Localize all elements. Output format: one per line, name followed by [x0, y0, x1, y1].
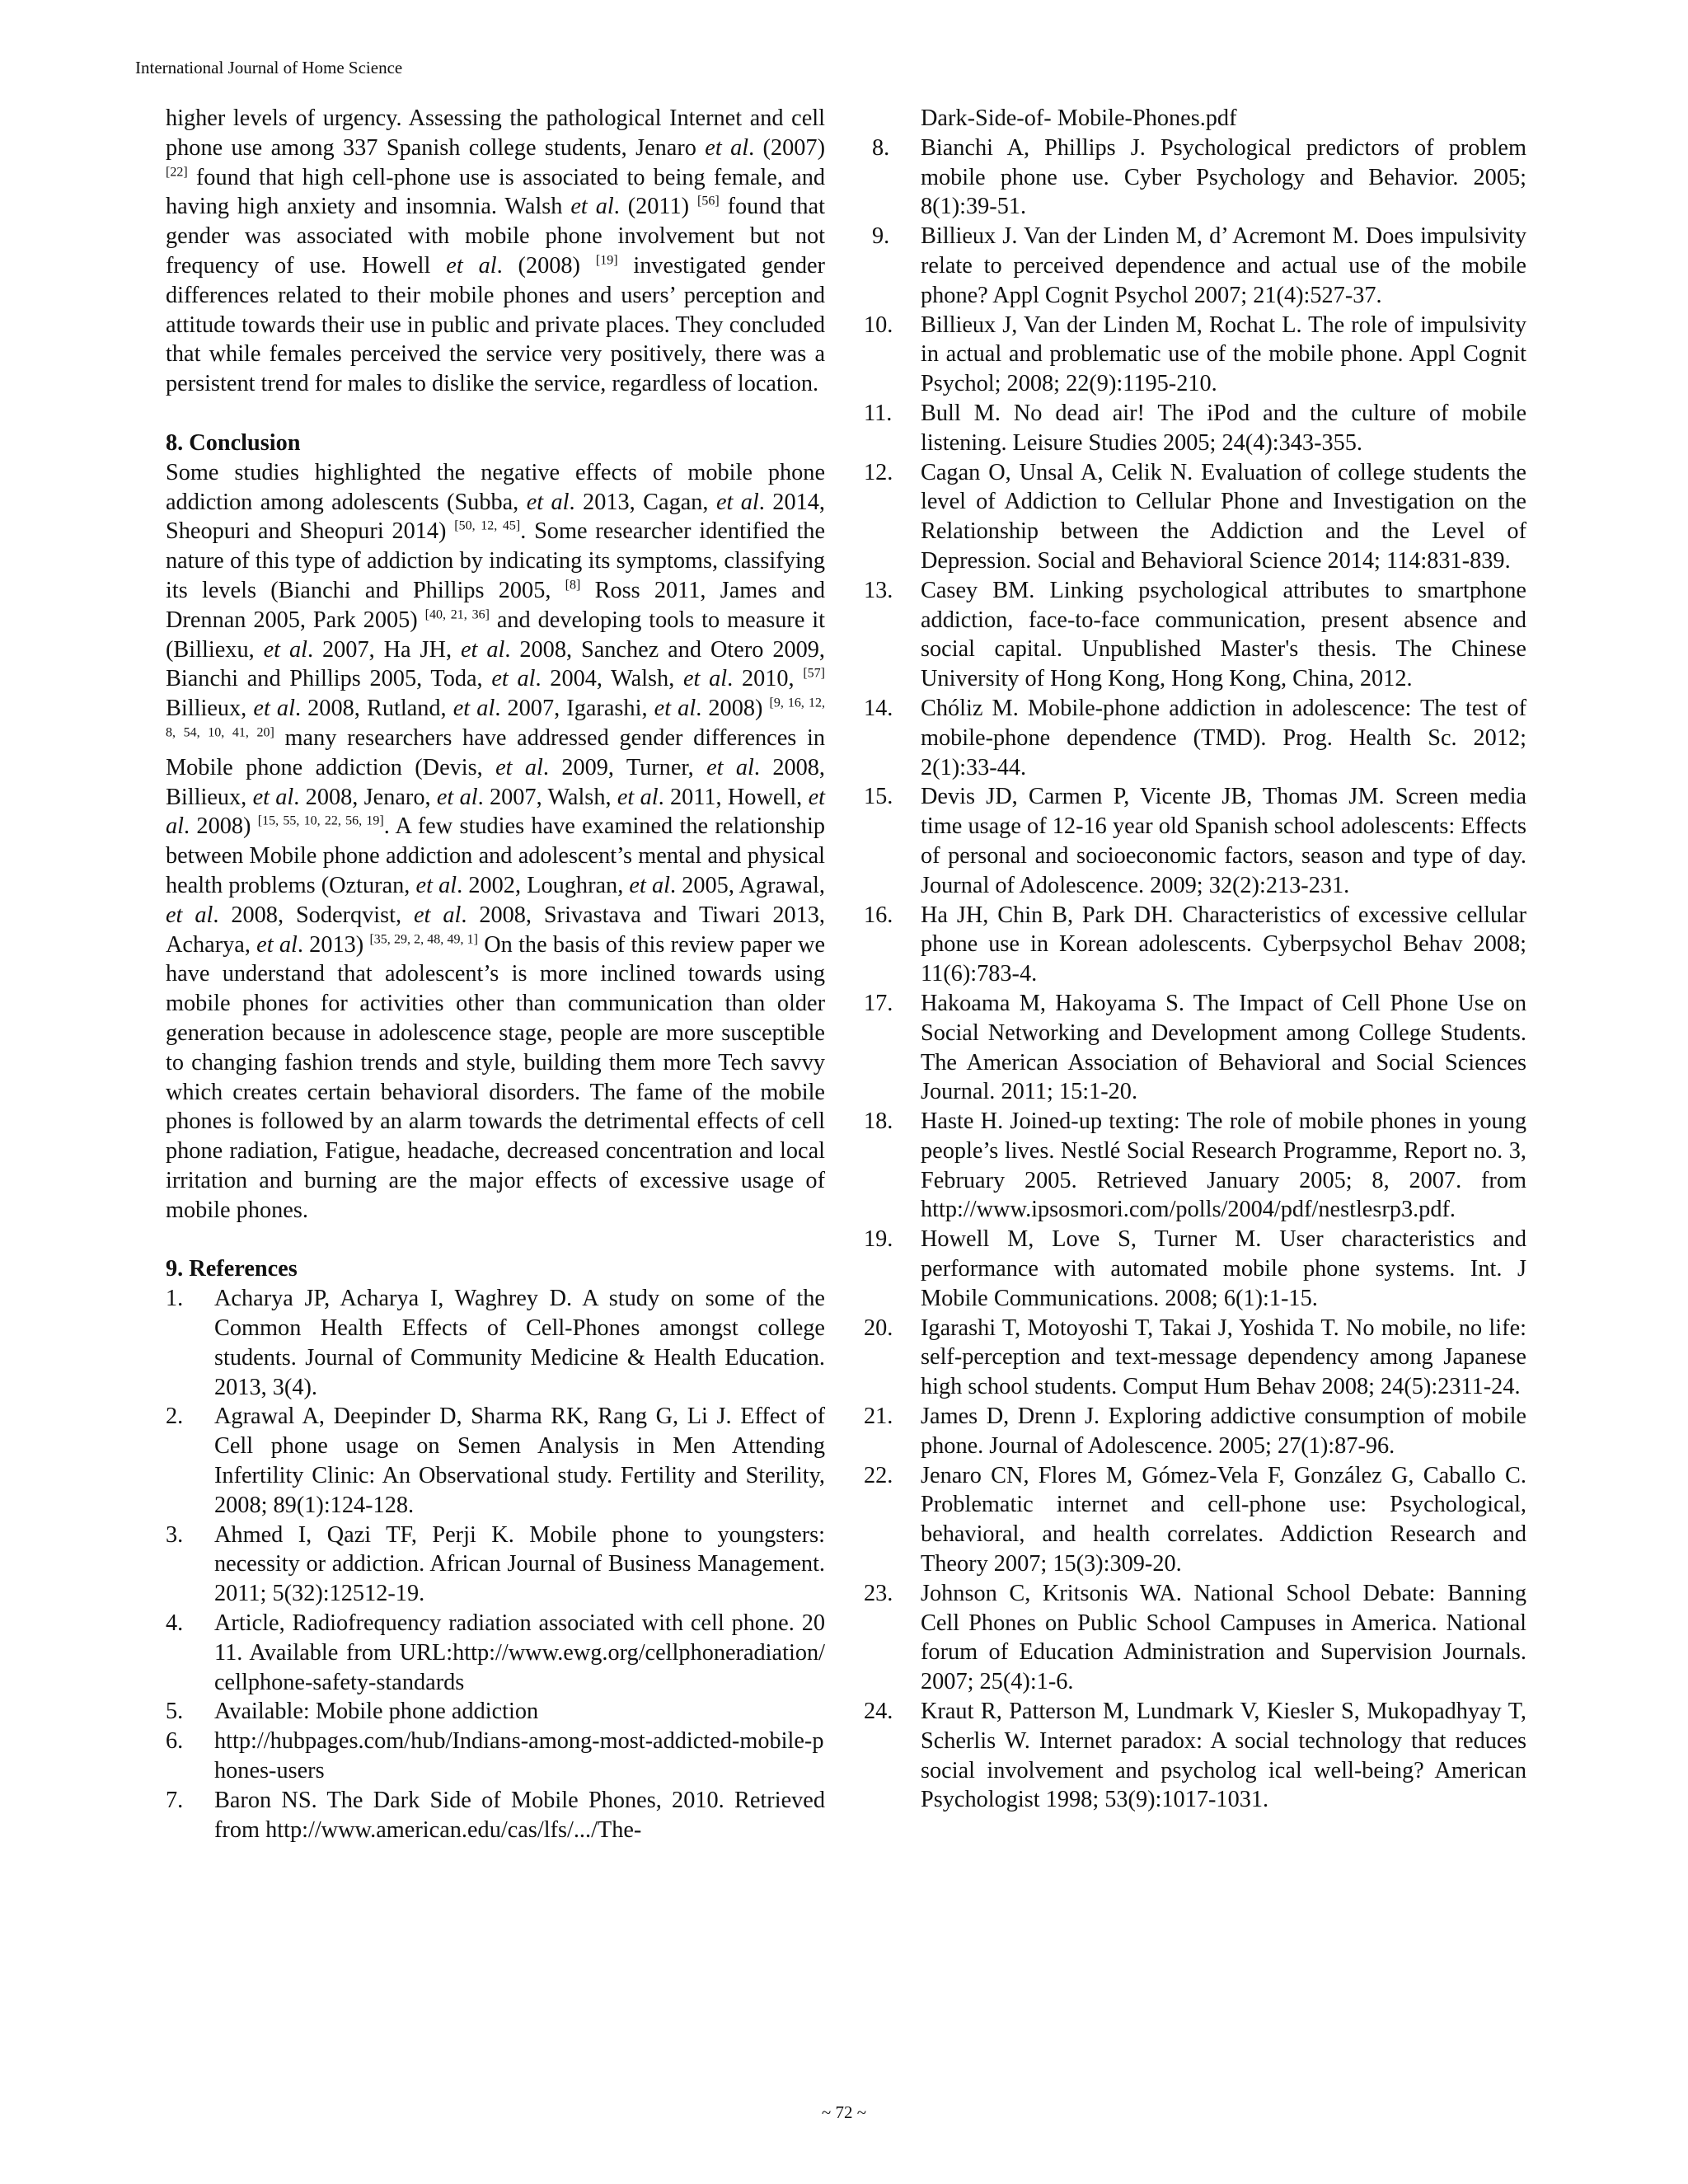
reference-item [864, 694, 1526, 782]
reference-item [864, 311, 1526, 399]
reference-text: Cagan O, Unsal A, Celik N. Evaluation of college students the level of Addiction to Cellular Phone and Investigation on the Relationship between the Addiction and the Level of Depression. Social and Behavioral Science 2014; 114:831-839. [921, 459, 1526, 574]
reference-number: 22. [864, 1462, 893, 1488]
text-run: . 2008) [696, 696, 770, 722]
text-run: . 2013, Cagan, [569, 489, 716, 515]
reference-number: 9. [872, 223, 890, 250]
reference-item [864, 1461, 1526, 1579]
reference-number: 18. [864, 1108, 893, 1135]
text-run: . 2002, Loughran, [457, 872, 630, 898]
reference-number: 11. [864, 400, 893, 426]
reference-item [166, 1727, 825, 1786]
reference-item [166, 1697, 825, 1727]
reference-number: 14. [864, 695, 893, 721]
etal: et al [413, 902, 462, 928]
reference-number: 17. [864, 990, 893, 1016]
etal: et al [705, 134, 749, 161]
text-run: investigated gender differences related to their mobile phones and users’ perception and attitude towards their use in public and private places. They concluded that while females perceived the service very positively, there was a persistent trend for males to dislike the service, regardless of location. [166, 252, 825, 397]
text-run: . (2011) [613, 194, 698, 220]
etal: et al [415, 872, 457, 898]
etal: et al [715, 489, 759, 515]
reference-number: 2. [166, 1404, 184, 1430]
text-run: and developing tools to measure it (Billiexu, [166, 607, 826, 663]
text-run: . 2008, Rutland, [294, 696, 453, 722]
reference-number: 4. [166, 1610, 184, 1637]
text-run: Billieux, [166, 696, 254, 722]
reference-text: Acharya JP, Acharya I, Waghrey D. A study on some of the Common Health Effects of Cell-Phones amongst college students. Journal of Community Medicine & Health Education. 2013, 3(4). [214, 1286, 825, 1400]
etal: et al [166, 784, 825, 840]
reference-item [864, 1225, 1526, 1313]
text-run: . 2005, Agrawal, [670, 872, 825, 898]
reference-text: Haste H. Joined-up texting: The role of mobile phones in young people’s lives. Nestlé Social Research Programme, Report no. 3, February 2005. Retrieved January 2005; 8, 2007. from http://www.ipsosmori.com/polls/2004/pdf/nestlesrp3.pdf. [921, 1108, 1526, 1223]
text-run: found that gender was associated with mobile phone involvement but not frequency of use. Howell [166, 194, 825, 279]
reference-item [864, 901, 1526, 989]
text-run: . 2013) [297, 931, 370, 958]
text-run: Some studies highlighted the negative effects of mobile phone addiction among adolescents (Subba, [166, 459, 825, 515]
reference-number: 10. [864, 312, 893, 338]
text-run: . 2007, Igarashi, [495, 696, 654, 722]
reference-number: 20. [864, 1315, 893, 1341]
citation: [56] [697, 194, 720, 209]
text-run: . 2010, [727, 666, 804, 692]
reference-number: 5. [166, 1699, 184, 1725]
citation: [57] [803, 666, 825, 681]
citation: [35, 29, 2, 48, 49, 1] [369, 932, 478, 947]
text-run: . 2009, Turner, [542, 754, 707, 780]
citation: [40, 21, 36] [424, 607, 490, 622]
citation: [22] [166, 165, 188, 180]
reference-text: http://hubpages.com/hub/Indians-among-most-addicted-mobile-phones-users [214, 1728, 824, 1784]
text-run: . Some researcher identified the nature of this type of addiction by indicating its symptoms, classifying its levels (Bianchi and Phillips 2005, [166, 518, 826, 603]
reference-text: Bull M. No dead air! The iPod and the culture of mobile listening. Leisure Studies 2005; 24(4):343-355. [921, 400, 1526, 456]
reference-text: Jenaro CN, Flores M, Gómez-Vela F, González G, Caballo C. Problematic internet and cell-phone use: Psychological, behavioral, and health correlates. Addiction Research and Theory 2007; 15(3):309-20. [921, 1462, 1526, 1577]
reference-item [864, 1579, 1526, 1697]
reference-text: Kraut R, Patterson M, Lundmark V, Kiesler S, Mukopadhyay T, Scherlis W. Internet paradox: A social technology that reduces social involvement and psycholog ical well-being? American Psychologist 1998; 53(9):1017-1031. [921, 1699, 1526, 1813]
text-run: Ross 2011, James and Drennan 2005, Park 2005) [166, 577, 825, 633]
reference-item [864, 458, 1526, 576]
etal: et al [706, 754, 754, 780]
etal: et al [263, 636, 307, 663]
reference-list-right [864, 134, 1526, 1815]
etal: et al [452, 696, 495, 722]
text-run: . 2011, Howell, [658, 784, 809, 810]
reference-item [864, 1697, 1526, 1815]
etal: et al [252, 784, 294, 810]
etal: et al [436, 784, 478, 810]
reference-text: Bianchi A, Phillips J. Psychological predictors of problem mobile phone use. Cyber Psychology and Behavior. 2005; 8(1):39-51. [921, 134, 1526, 220]
text-run: . 2008, Jenaro, [293, 784, 437, 810]
text-run: . 2014, Sheopuri and Sheopuri 2014) [166, 489, 825, 545]
reference-number: 13. [864, 577, 893, 603]
etal: et al [683, 666, 728, 692]
reference-text: Devis JD, Carmen P, Vicente JB, Thomas JM. Screen media time usage of 12-16 year old Spanish school adolescents: Effects of personal and socioeconomic factors, season and type of day. Journal of Adolescence. 2009; 32(2):213-231. [921, 784, 1526, 898]
text-run: higher levels of urgency. Assessing the pathological Internet and cell phone use among 337 Spanish college students, Jenaro [166, 105, 825, 161]
reference-item [864, 399, 1526, 458]
reference-item [166, 1521, 825, 1609]
etal: et al [570, 194, 614, 220]
left-column [166, 104, 825, 1844]
intro-paragraph [166, 104, 825, 399]
conclusion-paragraph [166, 458, 825, 1226]
reference-number: 24. [864, 1699, 893, 1725]
text-run: . 2007, Walsh, [477, 784, 617, 810]
reference-item [166, 1786, 825, 1845]
reference-number: 1. [166, 1286, 184, 1312]
reference-text: Article, Radiofrequency radiation associated with cell phone. 2011. Available from URL:http://www.ewg.org/cellphoneradiation/cellphone-safety-standards [214, 1610, 825, 1695]
reference-number: 3. [166, 1521, 184, 1548]
reference-number: 8. [872, 134, 890, 161]
reference-text: Billieux J. Van der Linden M, d’ Acremont M. Does impulsivity relate to perceived dependence and actual use of the mobile phone? Appl Cognit Psychol 2007; 21(4):527-37. [921, 223, 1526, 308]
reference-text: Casey BM. Linking psychological attributes to smartphone addiction, face-to-face communication, present absence and social capital. Unpublished Master's thesis. The Chinese University of Hong Kong, Hong Kong, China, 2012. [921, 577, 1526, 692]
reference-text: Chóliz M. Mobile-phone addiction in adolescence: The test of mobile-phone dependence (TMD). Prog. Health Sc. 2012; 2(1):33-44. [921, 695, 1526, 780]
reference-text: Available: Mobile phone addiction [214, 1699, 539, 1725]
reference-item [864, 1314, 1526, 1402]
section-heading-conclusion: 8. Conclusion [166, 429, 301, 456]
reference-number: 6. [166, 1728, 184, 1755]
text-run: . 2008, Sanchez and Otero 2009, Bianchi and Phillips 2005, Toda, [166, 636, 825, 692]
reference-text: Johnson C, Kritsonis WA. National School Debate: Banning Cell Phones on Public School Campuses in America. National forum of Education Administration and Supervision Journals. 2007; 25(4):1-6. [921, 1580, 1526, 1695]
text-run: . 2008) [184, 813, 258, 840]
reference-item [872, 134, 1526, 222]
reference-item [166, 1402, 825, 1520]
citation: [19] [595, 253, 618, 268]
text-run: . (2008) [496, 252, 596, 279]
reference-item [864, 1402, 1526, 1461]
reference-text: Baron NS. The Dark Side of Mobile Phones, 2010. Retrieved from http://www.american.edu/cas/lfs/.../The- [214, 1787, 825, 1843]
reference-text: Howell M, Love S, Turner M. User characteristics and performance with automated mobile phone systems. Int. J Mobile Communications. 2008; 6(1):1-15. [921, 1226, 1526, 1311]
reference-number: 15. [864, 784, 893, 810]
etal: et al [256, 931, 298, 958]
etal: et al [166, 902, 213, 928]
text-run: . 2008, Srivastava and Tiwari 2013, Acharya, [166, 902, 825, 958]
journal-header: International Journal of Home Science [135, 58, 403, 77]
etal: et al [460, 636, 505, 663]
citation: [50, 12, 45] [454, 518, 521, 533]
page-number: ~ 72 ~ [821, 2102, 867, 2122]
reference-number: 12. [864, 459, 893, 485]
reference-text: James D, Drenn J. Exploring addictive consumption of mobile phone. Journal of Adolescence. 2005; 27(1):87-96. [921, 1404, 1526, 1459]
reference-item [872, 222, 1526, 310]
text-run: many researchers have addressed gender differences in Mobile phone addiction (Devis, [166, 724, 826, 780]
etal: et al [491, 666, 536, 692]
reference-item [166, 1609, 825, 1697]
citation: [9, 16, 12, 8, 54, 10, 41, 20] [166, 696, 825, 740]
etal: et al [526, 489, 570, 515]
etal: et al [495, 754, 543, 780]
section-heading-references: 9. References [166, 1256, 298, 1282]
reference-item [864, 1107, 1526, 1225]
etal: et al [654, 696, 696, 722]
reference-item [166, 1284, 825, 1402]
reference-text: Hakoama M, Hakoyama S. The Impact of Cell Phone Use on Social Networking and Development among College Students. The American Association of Behavioral and Social Sciences Journal. 2011; 15:1-20. [921, 990, 1526, 1105]
text-run: On the basis of this review paper we have understand that adolescent’s is more inclined towards using mobile phones for activities other than communication than older generation because in adolescence stage, people are more susceptible to changing fashion trends and style, building them more Tech savvy which creates certain behavioral disorders. The fame of the mobile phones is followed by an alarm towards the detrimental effects of cell phone radiation, Fatigue, headache, decreased concentration and local irritation and burning are the major effects of excessive usage of mobile phones. [166, 931, 825, 1223]
reference-number: 7. [166, 1787, 184, 1813]
etal: et al [446, 252, 497, 279]
etal: et al [617, 784, 659, 810]
reference-item [864, 782, 1526, 900]
reference-text: Ha JH, Chin B, Park DH. Characteristics of excessive cellular phone use in Korean adolescents. Cyberpsychol Behav 2008; 11(6):783-4. [921, 902, 1526, 987]
citation: [8] [565, 578, 581, 593]
text-run: found that high cell-phone use is associated to being female, and having high anxiety and insomnia. Walsh [166, 164, 825, 220]
reference-text: Ahmed I, Qazi TF, Perji K. Mobile phone to youngsters: necessity or addiction. African Journal of Business Management. 2011; 5(32):12512-19. [214, 1521, 825, 1607]
reference-text: Agrawal A, Deepinder D, Sharma RK, Rang G, Li J. Effect of Cell phone usage on Semen Analysis in Men Attending Infertility Clinic: An Observational study. Fertility and Sterility, 2008; 89(1):124-128. [214, 1404, 825, 1518]
reference-list-left [166, 1284, 825, 1844]
reference-number: 19. [864, 1226, 893, 1253]
right-column [864, 104, 1526, 1815]
reference-item [864, 576, 1526, 694]
text-run: . A few studies have examined the relationship between Mobile phone addiction and adolescent’s mental and physical health problems (Ozturan, [166, 813, 825, 898]
text-run: . 2008, Billieux, [166, 754, 825, 810]
reference-number: 23. [864, 1580, 893, 1606]
reference-item [864, 989, 1526, 1107]
etal: et al [629, 872, 671, 898]
citation: [15, 55, 10, 22, 56, 19] [257, 813, 384, 828]
reference-text: Igarashi T, Motoyoshi T, Takai J, Yoshida T. No mobile, no life: self-perception and text-message dependency among Japanese high school students. Comput Hum Behav 2008; 24(5):2311-24. [921, 1315, 1526, 1400]
reference-continuation: Dark-Side-of- Mobile-Phones.pdf [921, 105, 1237, 131]
text-run: . 2004, Walsh, [535, 666, 683, 692]
etal: et al [253, 696, 295, 722]
text-run: . 2007, Ha JH, [307, 636, 461, 663]
text-run: . 2008, Soderqvist, [213, 902, 414, 928]
reference-number: 16. [864, 902, 893, 928]
reference-text: Billieux J, Van der Linden M, Rochat L. The role of impulsivity in actual and problematic use of the mobile phone. Appl Cognit Psychol; 2008; 22(9):1195-210. [921, 312, 1526, 397]
text-run: . (2007) [748, 134, 825, 161]
reference-number: 21. [864, 1404, 893, 1430]
